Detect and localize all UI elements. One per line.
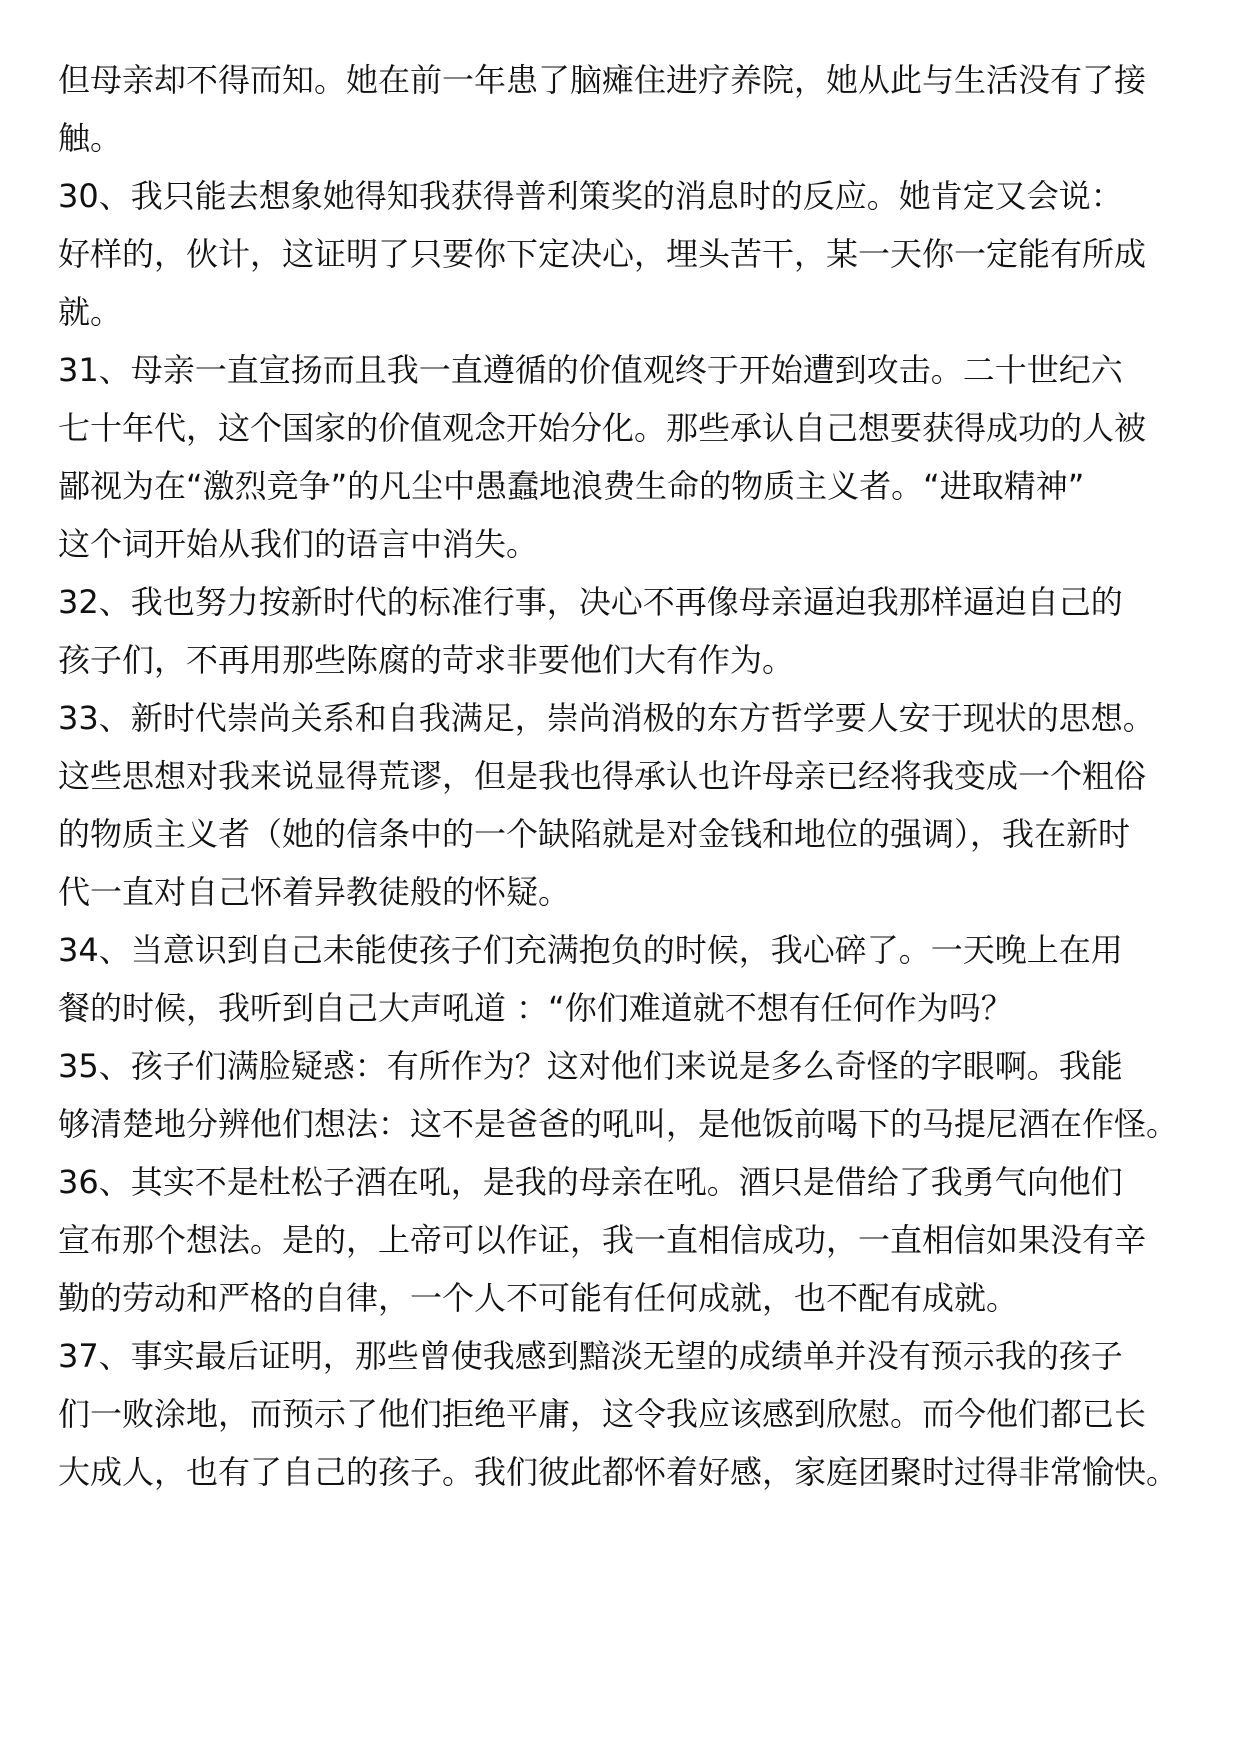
text-line: 好样的，伙计，这证明了只要你下定决心，埋头苦干，某一天你一定能有所成 bbox=[58, 235, 1147, 273]
text-line: 餐的时候，我听到自己大声吼道 ：“你们难道就不想有任何作为吗？ bbox=[58, 989, 1013, 1027]
text-line: 代一直对自己怀着异教徒般的怀疑。 bbox=[58, 873, 571, 911]
text-line: 这些思想对我来说显得荒谬，但是我也得承认也许母亲已经将我变成一个粗俗 bbox=[58, 757, 1147, 795]
text-line: 们一败涂地，而预示了他们拒绝平庸，这令我应该感到欣慰。而今他们都已长 bbox=[58, 1395, 1147, 1433]
text-line: 触。 bbox=[58, 119, 123, 157]
text-line: 36、其实不是杜松子酒在吼，是我的母亲在吼。酒只是借给了我勇气向他们 bbox=[58, 1163, 1123, 1201]
text-line: 35、孩子们满脸疑惑：有所作为？这对他们来说是多么奇怪的字眼啊。我能 bbox=[58, 1047, 1123, 1085]
text-line: 的物质主义者（她的信条中的一个缺陷就是对金钱和地位的强调），我在新时 bbox=[58, 815, 1131, 853]
text-line: 大成人，也有了自己的孩子。我们彼此都怀着好感，家庭团聚时过得非常愉快。 bbox=[58, 1453, 1179, 1491]
text-line: 宣布那个想法。是的，上帝可以作证，我一直相信成功，一直相信如果没有辛 bbox=[58, 1221, 1147, 1259]
text-line: 32、我也努力按新时代的标准行事，决心不再像母亲逼迫我那样逼迫自己的 bbox=[58, 583, 1123, 621]
text-line: 这个词开始从我们的语言中消失。 bbox=[58, 525, 539, 563]
text-line: 鄙视为在“激烈竞争”的凡尘中愚蠢地浪费生命的物质主义者。“进取精神” bbox=[58, 467, 1085, 505]
text-line: 够清楚地分辨他们想法：这不是爸爸的吼叫，是他饭前喝下的马提尼酒在作怪。 bbox=[58, 1105, 1179, 1143]
text-line: 30、我只能去想象她得知我获得普利策奖的消息时的反应。她肯定又会说： bbox=[58, 177, 1123, 215]
text-line: 34、当意识到自己未能使孩子们充满抱负的时候，我心碎了。一天晚上在用 bbox=[58, 931, 1123, 969]
text-line: 但母亲却不得而知。她在前一年患了脑瘫住进疗养院，她从此与生活没有了接 bbox=[58, 61, 1147, 99]
text-line: 31、母亲一直宣扬而且我一直遵循的价值观终于开始遭到攻击。二十世纪六 bbox=[58, 351, 1123, 389]
text-line: 37、事实最后证明，那些曾使我感到黯淡无望的成绩单并没有预示我的孩子 bbox=[58, 1337, 1123, 1375]
text-line: 33、新时代崇尚关系和自我满足，崇尚消极的东方哲学要人安于现状的思想。 bbox=[58, 699, 1155, 737]
text-line: 勤的劳动和严格的自律，一个人不可能有任何成就，也不配有成就。 bbox=[58, 1279, 1019, 1317]
text-line: 七十年代，这个国家的价值观念开始分化。那些承认自己想要获得成功的人被 bbox=[58, 409, 1147, 447]
text-line: 孩子们，不再用那些陈腐的苛求非要他们大有作为。 bbox=[58, 641, 795, 679]
text-line: 就。 bbox=[58, 293, 123, 331]
